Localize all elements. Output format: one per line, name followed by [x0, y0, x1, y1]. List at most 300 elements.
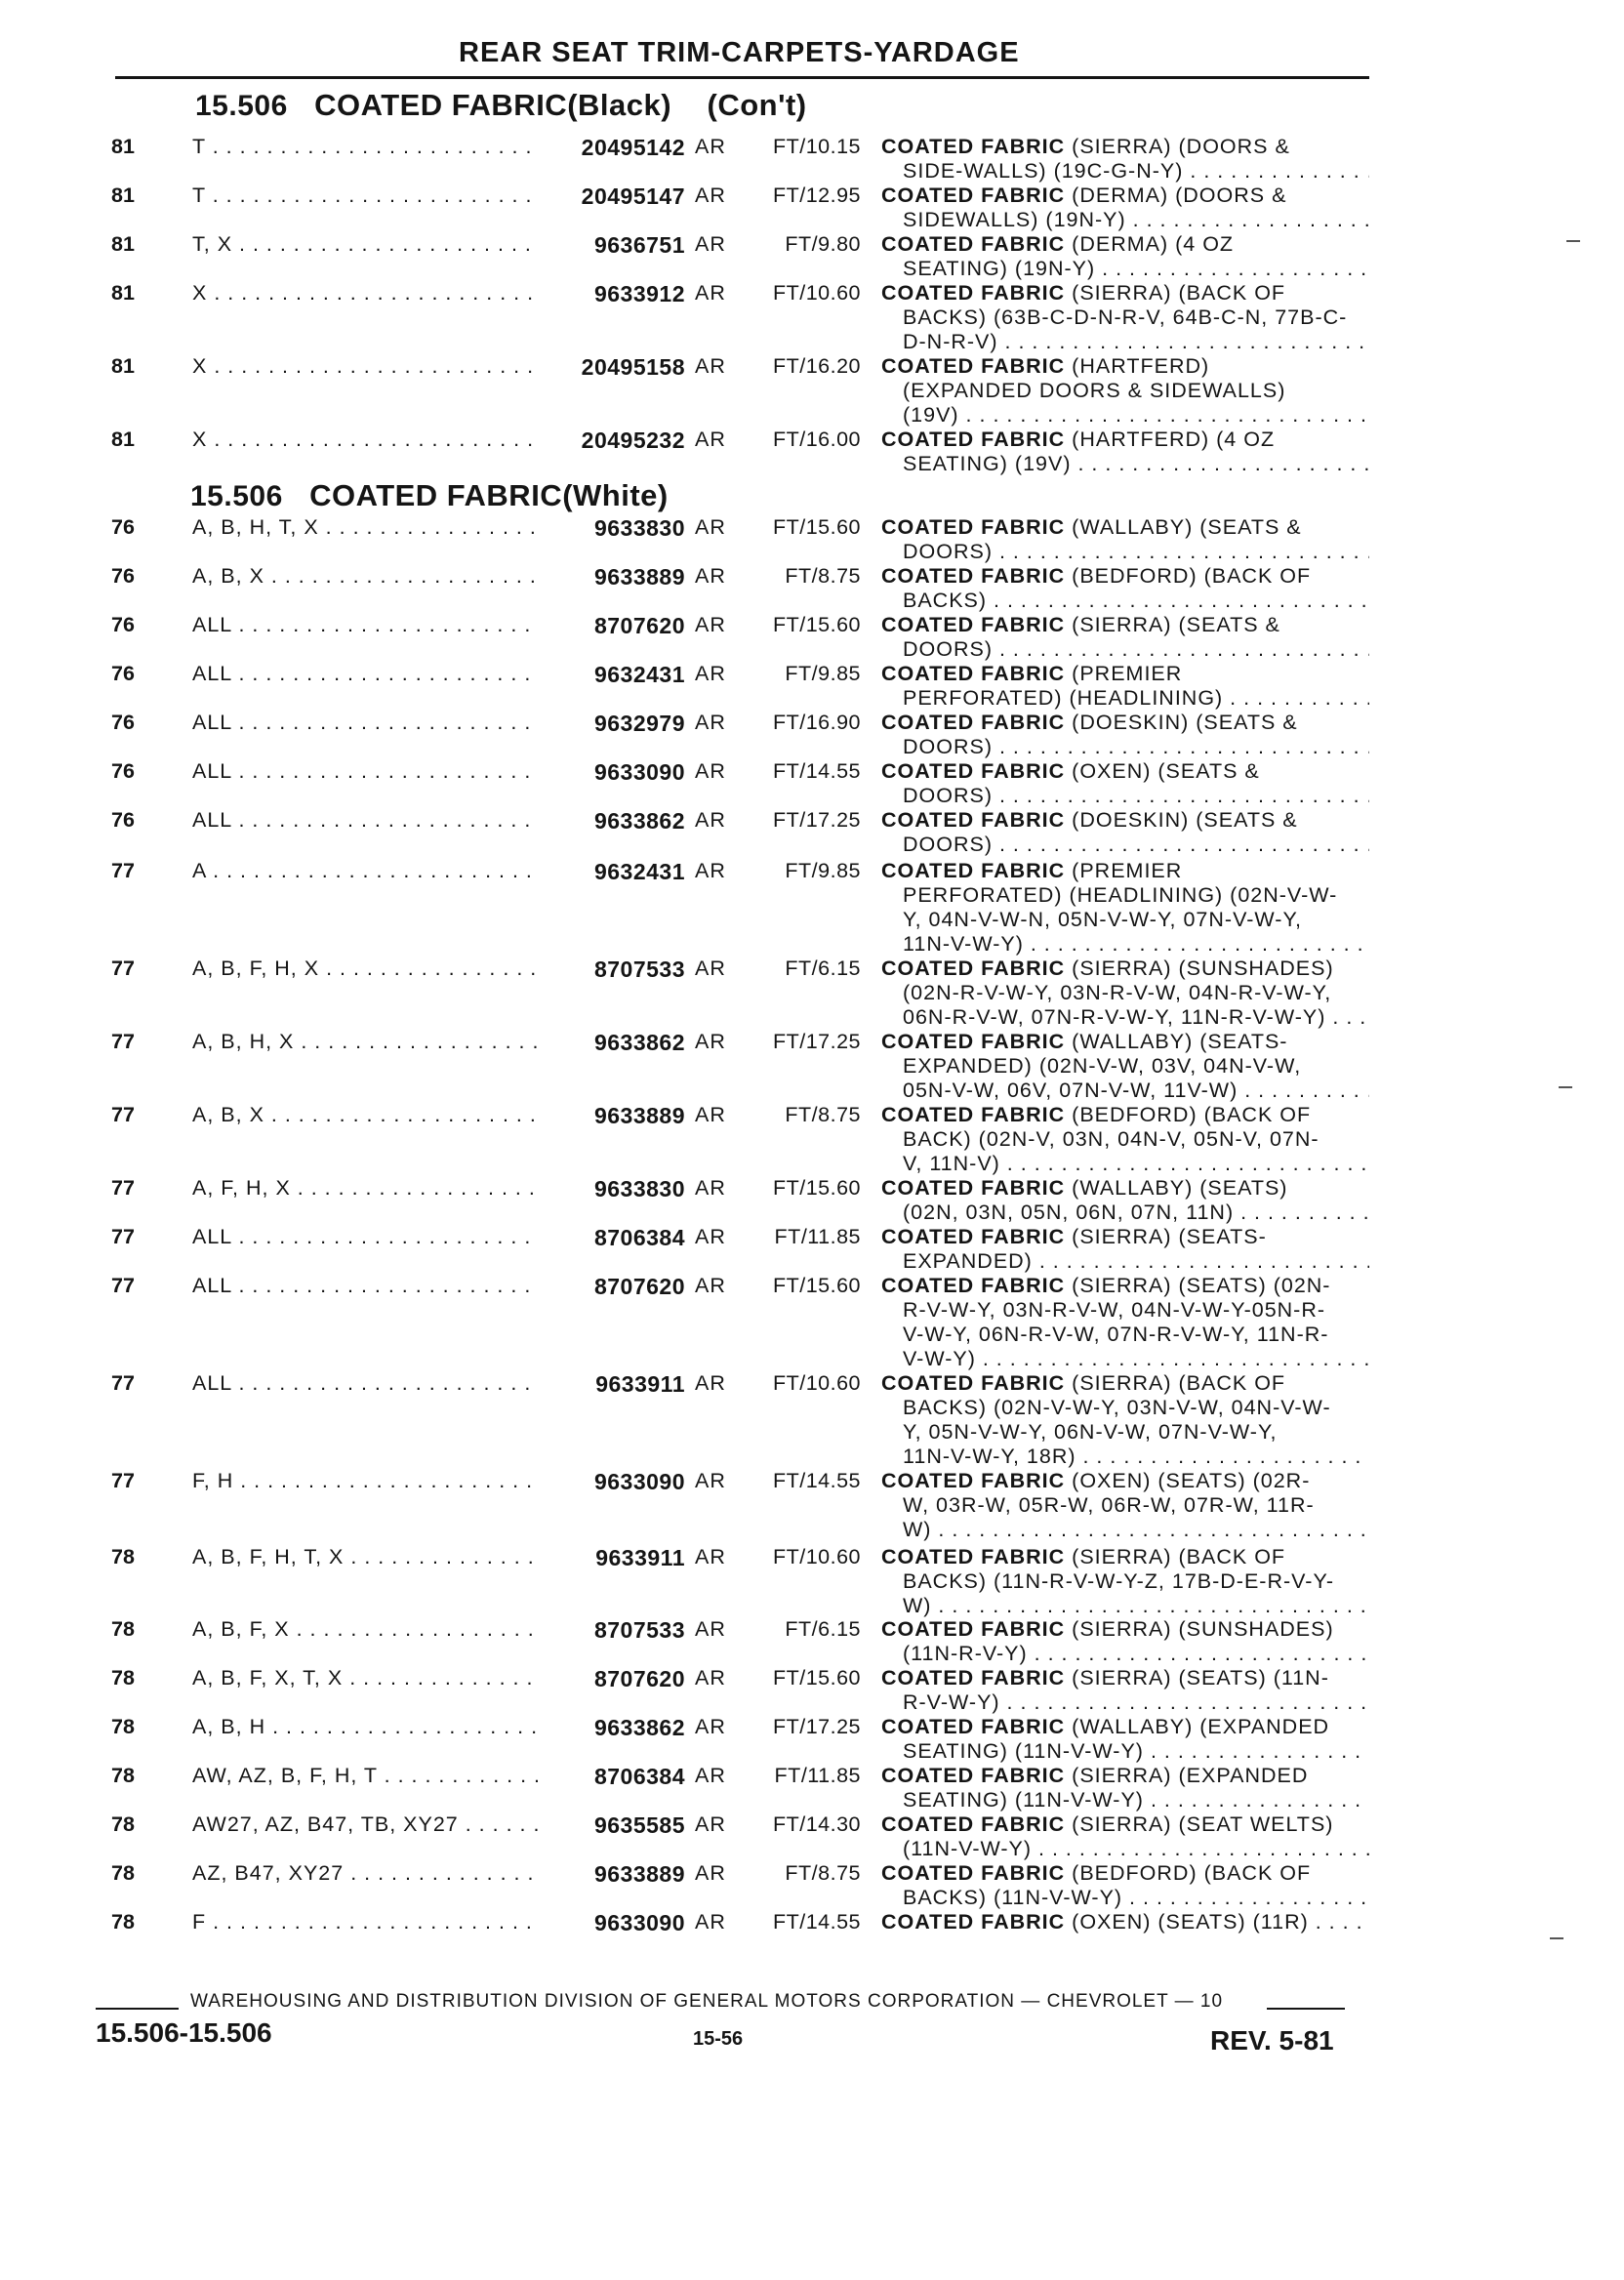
- row-quantity: FT/16.00: [772, 428, 861, 451]
- row-part-number: 9633862: [593, 808, 685, 834]
- row-part-number: 9633911: [595, 1545, 685, 1570]
- row-item-name: COATED FABRIC: [881, 1861, 1066, 1885]
- row-item-name: COATED FABRIC: [881, 711, 1066, 734]
- row-part-number: 9633862: [593, 1030, 685, 1055]
- row-item-name: COATED FABRIC: [881, 808, 1066, 832]
- row-year: 78: [111, 1715, 135, 1738]
- description-text: R-V-W-Y, 03N-R-V-W, 04N-V-W-Y-05N-R-: [903, 1298, 1326, 1322]
- section-title: COATED FABRIC(Black): [314, 88, 672, 122]
- description-line: [881, 515, 1369, 540]
- description-line: [881, 1469, 1369, 1493]
- section-number: 15.506: [195, 90, 288, 122]
- row-unit: AR: [695, 1225, 726, 1248]
- description-line: [881, 1176, 1369, 1201]
- description-text: SEATING) (11N-V-W-Y): [903, 1739, 1144, 1763]
- row-description: [881, 759, 1369, 808]
- page-title: REAR SEAT TRIM-CARPETS-YARDAGE: [459, 37, 1020, 68]
- description-text: V-W-Y): [903, 1347, 976, 1370]
- description-text: SEATING) (19N-Y): [903, 257, 1096, 280]
- row-part-number: 8707620: [593, 1274, 685, 1299]
- description-line: [881, 1837, 1369, 1861]
- row-item-name: COATED FABRIC: [881, 1764, 1066, 1787]
- section-heading: [190, 478, 669, 513]
- description-line: [881, 1642, 1369, 1666]
- row-quantity: FT/9.85: [785, 859, 861, 882]
- row-description: [881, 1812, 1369, 1861]
- description-text: 05N-V-W, 06V, 07N-V-W, 11V-W): [903, 1079, 1238, 1102]
- row-year: 76: [111, 662, 135, 685]
- row-part-number: 20495232: [581, 428, 685, 453]
- row-unit: AR: [695, 1715, 726, 1738]
- row-year: 78: [111, 1666, 135, 1690]
- row-models: A, F, H, X . . .: [192, 1176, 539, 1201]
- row-quantity: FT/16.20: [772, 354, 861, 378]
- description-text: 06N-R-V-W, 07N-R-V-W-Y, 11N-R-V-W-Y): [903, 1005, 1326, 1029]
- row-description: [881, 1545, 1369, 1618]
- description-line: [881, 637, 1369, 662]
- row-description: [881, 957, 1369, 1030]
- description-text: BACKS) (11N-V-W-Y): [903, 1886, 1123, 1909]
- row-part-number: 9633830: [593, 515, 685, 541]
- description-line: [881, 1201, 1369, 1225]
- row-unit: AR: [695, 428, 726, 451]
- row-part-number: 20495147: [581, 183, 685, 209]
- description-text: (SIERRA) (BACK OF: [1072, 1371, 1286, 1395]
- row-quantity: FT/10.60: [772, 281, 861, 305]
- description-line: [881, 883, 1369, 908]
- description-text: (OXEN) (SEATS &: [1072, 759, 1260, 783]
- row-item-name: COATED FABRIC: [881, 428, 1066, 451]
- row-part-number: 9633912: [593, 281, 685, 306]
- row-part-number: 8706384: [593, 1764, 685, 1789]
- section-suffix: (Con't): [707, 88, 807, 122]
- row-description: [881, 1617, 1369, 1666]
- row-models: T . . .: [192, 135, 539, 159]
- row-quantity: FT/16.90: [772, 711, 861, 734]
- row-models: X . . .: [192, 428, 539, 452]
- row-item-name: COATED FABRIC: [881, 1030, 1066, 1053]
- row-models: X . . .: [192, 354, 539, 379]
- row-year: 78: [111, 1545, 135, 1568]
- description-line: [881, 1005, 1369, 1030]
- row-unit: AR: [695, 564, 726, 588]
- row-year: 76: [111, 808, 135, 832]
- description-text: BACKS) (11N-R-V-W-Y-Z, 17B-D-E-R-V-Y-: [903, 1569, 1334, 1593]
- row-unit: AR: [695, 1371, 726, 1395]
- row-item-name: COATED FABRIC: [881, 1274, 1066, 1297]
- description-text: (11N-V-W-Y): [903, 1837, 1033, 1860]
- row-part-number: 8707620: [593, 1666, 685, 1691]
- row-part-number: 9633889: [593, 1103, 685, 1128]
- description-line: [881, 1690, 1369, 1715]
- description-line: [881, 379, 1369, 403]
- row-models: ALL . . .: [192, 759, 539, 784]
- row-unit: AR: [695, 1812, 726, 1836]
- row-models: F . . .: [192, 1910, 539, 1934]
- row-year: 77: [111, 1103, 135, 1126]
- description-text: (SIERRA) (SEATS &: [1072, 613, 1280, 636]
- description-text: D-N-R-V): [903, 330, 998, 353]
- description-line: [881, 159, 1369, 183]
- row-description: [881, 1469, 1369, 1542]
- row-quantity: FT/9.85: [785, 662, 861, 685]
- footer-rule-left: [96, 2008, 179, 2010]
- description-text: EXPANDED): [903, 1249, 1033, 1273]
- row-unit: AR: [695, 808, 726, 832]
- row-models: A . . .: [192, 859, 539, 883]
- description-text: (BEDFORD) (BACK OF: [1072, 1103, 1312, 1126]
- description-line: [881, 1420, 1369, 1445]
- row-part-number: 9633090: [593, 759, 685, 785]
- row-description: [881, 564, 1369, 613]
- row-item-name: COATED FABRIC: [881, 183, 1066, 207]
- row-quantity: FT/9.80: [785, 232, 861, 256]
- description-line: [881, 859, 1369, 883]
- description-text: (SIERRA) (SUNSHADES): [1072, 1617, 1334, 1641]
- description-text: (DOESKIN) (SEATS &: [1072, 711, 1298, 734]
- description-line: [881, 711, 1369, 735]
- row-description: [881, 1103, 1369, 1176]
- description-line: [881, 428, 1369, 452]
- row-quantity: FT/15.60: [772, 1274, 861, 1297]
- row-models: A, B, H, T, X . . .: [192, 515, 539, 540]
- row-models: AW27, AZ, B47, TB, XY27 . . .: [192, 1812, 539, 1837]
- row-item-name: COATED FABRIC: [881, 1176, 1066, 1200]
- description-line: [881, 1152, 1369, 1176]
- row-description: [881, 1910, 1369, 1934]
- row-year: 81: [111, 354, 135, 378]
- row-models: AZ, B47, XY27 . . .: [192, 1861, 539, 1886]
- row-item-name: COATED FABRIC: [881, 859, 1066, 882]
- description-line: [881, 1910, 1369, 1934]
- row-unit: AR: [695, 1861, 726, 1885]
- description-text: V-W-Y, 06N-R-V-W, 07N-R-V-W-Y, 11N-R-: [903, 1323, 1329, 1346]
- description-line: [881, 957, 1369, 981]
- row-year: 77: [111, 1176, 135, 1200]
- description-line: [881, 1298, 1369, 1323]
- row-description: [881, 808, 1369, 857]
- row-models: ALL . . .: [192, 1225, 539, 1249]
- description-text: (PREMIER: [1072, 662, 1183, 685]
- description-line: [881, 135, 1369, 159]
- row-models: A, B, F, X, T, X . . .: [192, 1666, 539, 1690]
- row-quantity: FT/14.55: [772, 1910, 861, 1934]
- row-description: [881, 1176, 1369, 1225]
- row-unit: AR: [695, 135, 726, 158]
- description-text: DOORS): [903, 540, 993, 563]
- row-quantity: FT/6.15: [785, 957, 861, 980]
- row-year: 76: [111, 613, 135, 636]
- description-text: SIDEWALLS) (19N-Y): [903, 208, 1126, 231]
- row-year: 78: [111, 1910, 135, 1934]
- description-line: [881, 1545, 1369, 1569]
- description-line: [881, 1715, 1369, 1739]
- description-text: BACK) (02N-V, 03N, 04N-V, 05N-V, 07N-: [903, 1127, 1320, 1151]
- row-item-name: COATED FABRIC: [881, 957, 1066, 980]
- description-text: (SIERRA) (DOORS &: [1072, 135, 1290, 158]
- description-text: SEATING) (19V): [903, 452, 1072, 475]
- description-line: [881, 281, 1369, 305]
- description-text: (SIERRA) (SEATS-: [1072, 1225, 1267, 1248]
- row-year: 78: [111, 1861, 135, 1885]
- description-line: [881, 305, 1369, 330]
- row-item-name: COATED FABRIC: [881, 613, 1066, 636]
- description-text: PERFORATED) (HEADLINING) (02N-V-W-: [903, 883, 1338, 907]
- section-number: 15.506: [190, 480, 283, 512]
- row-item-name: COATED FABRIC: [881, 1103, 1066, 1126]
- description-text: DOORS): [903, 735, 993, 758]
- row-description: [881, 662, 1369, 711]
- row-item-name: COATED FABRIC: [881, 1225, 1066, 1248]
- row-part-number: 9633830: [593, 1176, 685, 1201]
- row-year: 76: [111, 515, 135, 539]
- description-text: (SIERRA) (SEAT WELTS): [1072, 1812, 1334, 1836]
- row-year: 77: [111, 859, 135, 882]
- row-description: [881, 1861, 1369, 1910]
- row-item-name: COATED FABRIC: [881, 1545, 1066, 1568]
- row-models: ALL . . .: [192, 1371, 539, 1396]
- description-text: (PREMIER: [1072, 859, 1183, 882]
- row-description: [881, 354, 1369, 428]
- description-text: (WALLABY) (SEATS-: [1072, 1030, 1288, 1053]
- row-quantity: FT/12.95: [772, 183, 861, 207]
- description-text: PERFORATED) (HEADLINING): [903, 686, 1224, 710]
- row-unit: AR: [695, 1764, 726, 1787]
- description-line: [881, 735, 1369, 759]
- row-unit: AR: [695, 613, 726, 636]
- footer-page-number: 15-56: [693, 2028, 744, 2050]
- row-year: 81: [111, 428, 135, 451]
- row-item-name: COATED FABRIC: [881, 759, 1066, 783]
- description-line: [881, 257, 1369, 281]
- description-line: [881, 1225, 1369, 1249]
- row-quantity: FT/17.25: [772, 1030, 861, 1053]
- description-line: [881, 1445, 1369, 1469]
- row-unit: AR: [695, 759, 726, 783]
- description-line: [881, 784, 1369, 808]
- description-line: [881, 613, 1369, 637]
- description-line: [881, 1493, 1369, 1518]
- description-line: [881, 833, 1369, 857]
- description-line: [881, 564, 1369, 589]
- row-models: A, B, H, X . . .: [192, 1030, 539, 1054]
- row-part-number: 8707533: [593, 957, 685, 982]
- description-line: [881, 232, 1369, 257]
- description-line: [881, 208, 1369, 232]
- description-line: [881, 1812, 1369, 1837]
- description-line: [881, 981, 1369, 1005]
- row-part-number: 8707620: [593, 613, 685, 638]
- row-unit: AR: [695, 859, 726, 882]
- row-part-number: 20495158: [581, 354, 685, 380]
- description-text: R-V-W-Y): [903, 1690, 1000, 1714]
- description-line: [881, 908, 1369, 932]
- row-unit: AR: [695, 281, 726, 305]
- description-text: EXPANDED) (02N-V-W, 03V, 04N-V-W,: [903, 1054, 1302, 1078]
- row-item-name: COATED FABRIC: [881, 564, 1066, 588]
- row-description: [881, 1030, 1369, 1103]
- row-description: [881, 1274, 1369, 1371]
- row-quantity: FT/8.75: [785, 564, 861, 588]
- description-line: [881, 1666, 1369, 1690]
- row-quantity: FT/15.60: [772, 1176, 861, 1200]
- description-line: [881, 1249, 1369, 1274]
- description-line: [881, 1030, 1369, 1054]
- row-models: AW, AZ, B, F, H, T . . .: [192, 1764, 539, 1788]
- description-line: [881, 540, 1369, 564]
- row-quantity: FT/10.15: [772, 135, 861, 158]
- description-line: [881, 1739, 1369, 1764]
- row-unit: AR: [695, 957, 726, 980]
- row-year: 76: [111, 759, 135, 783]
- description-line: [881, 1617, 1369, 1642]
- row-models: A, B, F, H, T, X . . .: [192, 1545, 539, 1569]
- description-text: (DERMA) (4 OZ: [1072, 232, 1235, 256]
- row-item-name: COATED FABRIC: [881, 1617, 1066, 1641]
- row-unit: AR: [695, 515, 726, 539]
- row-part-number: 9636751: [593, 232, 685, 258]
- row-unit: AR: [695, 183, 726, 207]
- row-year: 78: [111, 1812, 135, 1836]
- row-description: [881, 613, 1369, 662]
- description-text: SEATING) (11N-V-W-Y): [903, 1788, 1144, 1812]
- row-part-number: 8706384: [593, 1225, 685, 1250]
- description-text: (OXEN) (SEATS) (11R): [1072, 1910, 1309, 1934]
- row-models: A, B, X . . .: [192, 564, 539, 589]
- description-text: (SIERRA) (EXPANDED: [1072, 1764, 1309, 1787]
- row-models: X . . .: [192, 281, 539, 305]
- description-text: (BEDFORD) (BACK OF: [1072, 1861, 1312, 1885]
- margin-mark: [1559, 1086, 1572, 1088]
- row-item-name: COATED FABRIC: [881, 1371, 1066, 1395]
- row-year: 81: [111, 135, 135, 158]
- row-models: T, X . . .: [192, 232, 539, 257]
- description-line: [881, 759, 1369, 784]
- row-unit: AR: [695, 232, 726, 256]
- row-unit: AR: [695, 711, 726, 734]
- description-text: (SIERRA) (BACK OF: [1072, 1545, 1286, 1568]
- row-year: 81: [111, 232, 135, 256]
- footer-section-code: 15.506-15.506: [96, 2017, 272, 2048]
- description-line: [881, 662, 1369, 686]
- row-models: A, B, X . . .: [192, 1103, 539, 1127]
- description-text: BACKS) (63B-C-D-N-R-V, 64B-C-N, 77B-C-: [903, 305, 1348, 329]
- description-text: W, 03R-W, 05R-W, 06R-W, 07R-W, 11R-: [903, 1493, 1315, 1517]
- row-unit: AR: [695, 1469, 726, 1492]
- description-text: Y, 05N-V-W-Y, 06N-V-W, 07N-V-W-Y,: [903, 1420, 1278, 1444]
- description-text: (BEDFORD) (BACK OF: [1072, 564, 1312, 588]
- row-part-number: 9633090: [593, 1469, 685, 1494]
- description-line: [881, 1886, 1369, 1910]
- description-text: (WALLABY) (EXPANDED: [1072, 1715, 1330, 1738]
- description-line: [881, 1396, 1369, 1420]
- row-year: 81: [111, 183, 135, 207]
- row-unit: AR: [695, 1274, 726, 1297]
- row-year: 77: [111, 1225, 135, 1248]
- row-item-name: COATED FABRIC: [881, 515, 1066, 539]
- description-text: (WALLABY) (SEATS): [1072, 1176, 1288, 1200]
- footer-division: WAREHOUSING AND DISTRIBUTION DIVISION OF GENERAL MOTORS CORPORATION — CHEVROLET — 10: [190, 1991, 1224, 2012]
- row-year: 76: [111, 564, 135, 588]
- description-line: [881, 403, 1369, 428]
- row-quantity: FT/8.75: [785, 1861, 861, 1885]
- row-description: [881, 1666, 1369, 1715]
- row-description: [881, 1764, 1369, 1812]
- row-description: [881, 515, 1369, 564]
- row-unit: AR: [695, 1545, 726, 1568]
- row-quantity: FT/17.25: [772, 1715, 861, 1738]
- row-models: ALL . . .: [192, 1274, 539, 1298]
- row-item-name: COATED FABRIC: [881, 1469, 1066, 1492]
- description-text: W): [903, 1594, 932, 1617]
- row-year: 77: [111, 1274, 135, 1297]
- row-quantity: FT/14.30: [772, 1812, 861, 1836]
- row-models: ALL . . .: [192, 711, 539, 735]
- row-description: [881, 281, 1369, 354]
- description-line: [881, 1054, 1369, 1079]
- row-unit: AR: [695, 662, 726, 685]
- description-line: [881, 1323, 1369, 1347]
- description-line: [881, 1518, 1369, 1542]
- description-line: [881, 1371, 1369, 1396]
- row-part-number: 9633911: [595, 1371, 685, 1397]
- description-line: [881, 330, 1369, 354]
- row-part-number: 9635585: [593, 1812, 685, 1838]
- row-unit: AR: [695, 1103, 726, 1126]
- row-quantity: FT/11.85: [774, 1764, 861, 1787]
- row-models: ALL . . .: [192, 808, 539, 833]
- description-text: W): [903, 1518, 932, 1541]
- description-line: [881, 1861, 1369, 1886]
- margin-mark: [1550, 1937, 1563, 1939]
- footer-rule-right: [1267, 2008, 1345, 2010]
- row-year: 77: [111, 957, 135, 980]
- description-text: (02N-R-V-W-Y, 03N-R-V-W, 04N-R-V-W-Y,: [903, 981, 1332, 1004]
- row-unit: AR: [695, 1666, 726, 1690]
- row-models: A, B, H . . .: [192, 1715, 539, 1739]
- description-text: 11N-V-W-Y): [903, 932, 1024, 956]
- section-heading: [195, 88, 807, 123]
- row-item-name: COATED FABRIC: [881, 1715, 1066, 1738]
- description-text: (SIERRA) (SEATS) (02N-: [1072, 1274, 1331, 1297]
- row-quantity: FT/14.55: [772, 1469, 861, 1492]
- description-text: (19V): [903, 403, 959, 427]
- row-quantity: FT/15.60: [772, 1666, 861, 1690]
- description-text: (02N, 03N, 05N, 06N, 07N, 11N): [903, 1201, 1235, 1224]
- row-year: 81: [111, 281, 135, 305]
- row-part-number: 9632979: [593, 711, 685, 736]
- row-item-name: COATED FABRIC: [881, 281, 1066, 305]
- description-text: (SIERRA) (SUNSHADES): [1072, 957, 1334, 980]
- description-line: [881, 932, 1369, 957]
- row-quantity: FT/11.85: [774, 1225, 861, 1248]
- description-text: (WALLABY) (SEATS &: [1072, 515, 1302, 539]
- row-models: ALL . . .: [192, 613, 539, 637]
- row-quantity: FT/10.60: [772, 1545, 861, 1568]
- description-text: 11N-V-W-Y, 18R): [903, 1445, 1076, 1468]
- description-text: SIDE-WALLS) (19C-G-N-Y): [903, 159, 1184, 183]
- row-quantity: FT/15.60: [772, 515, 861, 539]
- row-part-number: 9632431: [593, 859, 685, 884]
- row-unit: AR: [695, 1176, 726, 1200]
- row-description: [881, 135, 1369, 183]
- row-quantity: FT/8.75: [785, 1103, 861, 1126]
- description-line: [881, 1103, 1369, 1127]
- row-description: [881, 1225, 1369, 1274]
- row-year: 77: [111, 1371, 135, 1395]
- row-item-name: COATED FABRIC: [881, 232, 1066, 256]
- row-models: A, B, F, X . . .: [192, 1617, 539, 1642]
